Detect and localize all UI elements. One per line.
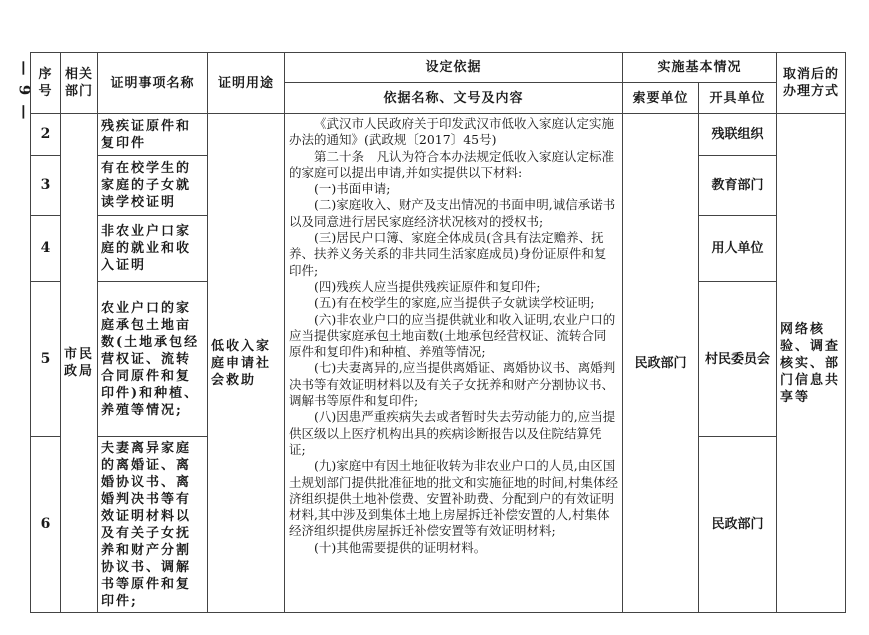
row-seq: 3 xyxy=(31,156,61,216)
basis-line: (六)非农业户口的应当提供就业和收入证明,农业户口的应当提供家庭承包土地亩数(土地承包经营权证、流转合同原件和复印件)和种植、养殖等情况; xyxy=(289,311,616,360)
page-number: — 9 — xyxy=(15,60,34,122)
header-dept: 相关部门 xyxy=(61,53,98,114)
dept-cell: 市民政局 xyxy=(61,114,98,613)
row-name: 夫妻离异家庭的离婚证、离婚协议书、离婚判决书等有效证明材料以及有关子女抚养和财产分割协议书、调解书等原件和复印件; xyxy=(98,437,208,613)
basis-line: (五)有在校学生的家庭,应当提供子女就读学校证明; xyxy=(314,295,595,311)
row-issuer: 用人单位 xyxy=(699,216,777,282)
header-basis: 设定依据 xyxy=(285,53,623,83)
row-name: 残疾证原件和复印件 xyxy=(98,114,208,156)
after-cell: 网络核验、调查核实、部门信息共享等 xyxy=(777,114,846,613)
basis-line: (二)家庭收入、财产及支出情况的书面申明,诚信承诺书以及同意进行居民家庭经济状况核对的授权书; xyxy=(289,197,616,229)
header-seq: 序号 xyxy=(31,53,61,114)
row-issuer: 残联组织 xyxy=(699,114,777,156)
header-requester: 索要单位 xyxy=(623,83,699,114)
basis-line: (九)家庭中有因土地征收转为非农业户口的人员,由区国土规划部门提供批准征地的批文和实施征地的时间,村集体经济组织提供土地补偿费、安置补助费、分配到户的有效证明材料,其中涉及到集体土地上房屋拆迁补偿安置的人,村集体经济组织提供房屋拆迁补偿安置等有效证明材料; xyxy=(289,458,618,539)
header-issuer: 开具单位 xyxy=(699,83,777,114)
basis-cell xyxy=(285,114,623,613)
basis-line: (三)居民户口簿、家庭全体成员(含具有法定赡养、抚养、扶养义务关系的非共同生活家庭成员)身份证原件和复印件; xyxy=(289,230,607,278)
header-after: 取消后的办理方式 xyxy=(777,53,846,114)
basis-line: (四)残疾人应当提供残疾证原件和复印件; xyxy=(314,278,541,294)
header-name: 证明事项名称 xyxy=(98,53,208,114)
header-use: 证明用途 xyxy=(208,53,285,114)
header-basis-sub: 依据名称、文号及内容 xyxy=(285,83,623,114)
use-cell: 低收入家庭申请社会救助 xyxy=(208,114,285,613)
basis-line: 第二十条 凡认为符合本办法规定低收入家庭认定标准的家庭可以提出申请,并如实提供以下材料: xyxy=(289,148,615,180)
row-name: 有在校学生的家庭的子女就读学校证明 xyxy=(98,156,208,216)
row-issuer: 民政部门 xyxy=(699,437,777,613)
row-name: 农业户口的家庭承包土地亩数(土地承包经营权证、流转合同原件和复印件)和种植、养殖等情况; xyxy=(98,282,208,437)
row-issuer: 村民委员会 xyxy=(699,282,777,437)
basis-line: (七)夫妻离异的,应当提供离婚证、离婚协议书、离婚判决书等有效证明材料以及有关子女抚养和财产分割协议书、调解书等原件和复印件; xyxy=(289,360,616,409)
header-impl: 实施基本情况 xyxy=(623,53,777,83)
basis-line: (十)其他需要提供的证明材料。 xyxy=(314,539,487,555)
basis-line: (八)因患严重疾病失去或者暂时失去劳动能力的,应当提供区级以上医疗机构出具的疾病诊断报告以及住院结算凭证; xyxy=(289,409,616,457)
basis-line: 《武汉市人民政府关于印发武汉市低收入家庭认定实施办法的通知》(武政规〔2017〕45号) xyxy=(289,116,615,148)
row-seq: 2 xyxy=(31,114,61,156)
row-seq: 5 xyxy=(31,282,61,437)
row-seq: 6 xyxy=(31,437,61,613)
basis-line: (一)书面申请; xyxy=(314,181,391,197)
row-name: 非农业户口家庭的就业和收入证明 xyxy=(98,216,208,282)
requester-cell: 民政部门 xyxy=(623,114,699,613)
row-seq: 4 xyxy=(31,216,61,282)
row-issuer: 教育部门 xyxy=(699,156,777,216)
table-row xyxy=(31,114,846,156)
certificate-table xyxy=(30,52,846,613)
